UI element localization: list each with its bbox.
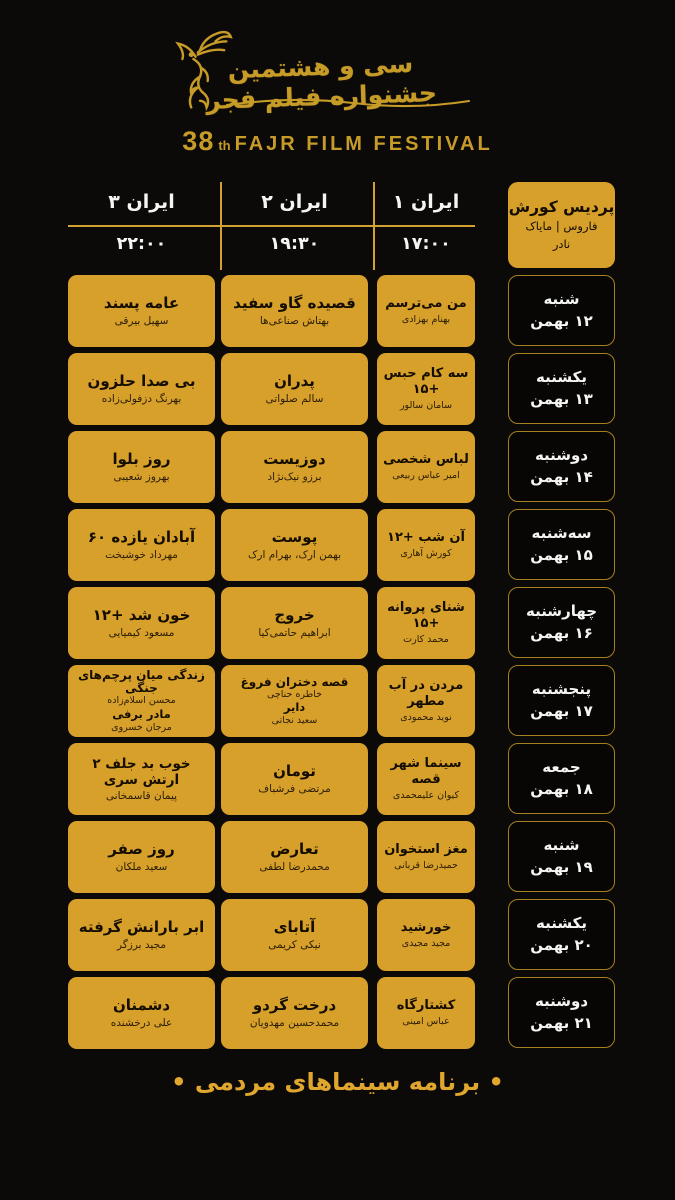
day-box [508, 431, 615, 502]
screening-cell [68, 665, 215, 737]
film-director: سهیل بیرقی [114, 315, 169, 328]
schedule-row [0, 509, 615, 581]
film-title: مردن در آب مطهر [388, 678, 464, 710]
screening-cell [377, 353, 475, 425]
day-box [508, 665, 615, 736]
screening-cell [377, 665, 475, 737]
festival-edition-suffix: th [218, 138, 231, 153]
film-director: ابراهیم حاتمی‌کیا [258, 627, 331, 640]
screening-cell [377, 977, 475, 1049]
schedule-header [0, 182, 615, 270]
header-vertical-divider [373, 182, 375, 270]
film-director: بهمن ارک، بهرام ارک [248, 549, 341, 562]
film-director: بهرنگ دزفولی‌زاده [101, 393, 182, 406]
film-title: کشتارگاه [396, 998, 456, 1014]
day-box [508, 587, 615, 658]
film-director: پیمان قاسمخانی [105, 789, 178, 802]
film-director: سعید ملکان [115, 861, 168, 874]
day-name: پنجشنبه [531, 679, 592, 698]
screening-cell [68, 899, 215, 971]
day-date: ۱۵ بهمن [530, 545, 593, 564]
film-title: آتابای [273, 918, 316, 937]
film-title: لباس شخصی [383, 452, 469, 468]
film-director: سالم صلواتی [265, 393, 324, 406]
film-director: سامان سالور [399, 399, 453, 411]
day-box [508, 353, 615, 424]
film-director: بهتاش صناعی‌ها [259, 315, 330, 328]
screening-cell [377, 275, 475, 347]
film-title: خروج [274, 606, 315, 625]
screening-cell [221, 899, 368, 971]
film-director: مسعود کیمیایی [108, 627, 175, 640]
day-name: دوشنبه [534, 991, 589, 1010]
film-title: ابر بارانش گرفته [78, 918, 205, 937]
film-title: شنای پروانه +۱۵ [387, 600, 465, 632]
schedule-row [0, 743, 615, 815]
film-director: بهروز شعیبی [113, 471, 170, 484]
film-director: بهنام بهزادی [401, 313, 451, 325]
film-title: من می‌ترسم [385, 296, 467, 312]
schedule-row [0, 353, 615, 425]
screen-name: ایران ۱ [392, 191, 460, 213]
screening-time: ۱۹:۳۰ [269, 234, 320, 254]
day-name: دوشنبه [534, 445, 589, 464]
schedule-row [0, 977, 615, 1049]
program-footer-title: • برنامه سینماهای مردمی • [171, 1068, 504, 1096]
film-director: محمدحسین مهدویان [249, 1017, 340, 1030]
festival-name-english: FAJR FILM FESTIVAL [234, 133, 493, 155]
festival-edition-number: 38 [182, 126, 215, 156]
screen-name: ایران ۲ [261, 191, 328, 213]
film-title-2: مادر برفی [112, 706, 171, 721]
day-name: جمعه [542, 757, 581, 776]
film-title: زندگی میان پرچم‌های جنگی [78, 668, 205, 696]
screening-time: ۲۲:۰۰ [116, 234, 167, 254]
screening-cell [221, 509, 368, 581]
film-director: مهرداد خوشبخت [105, 549, 178, 562]
film-title: دوزیست [263, 450, 326, 469]
screening-cell [68, 587, 215, 659]
screening-cell [68, 821, 215, 893]
venue-box [508, 182, 615, 268]
film-title: آن شب +۱۲ [387, 530, 465, 546]
screening-cell [377, 821, 475, 893]
screening-cell [68, 431, 215, 503]
film-director: نیکی کریمی [268, 939, 321, 952]
screening-cell [377, 743, 475, 815]
film-director: مجید برزگر [117, 939, 166, 952]
film-director: محمدرضا لطفی [259, 861, 330, 874]
screening-cell [221, 821, 368, 893]
venue-subvenues: فاروس | مایاک [525, 219, 598, 234]
day-name: شنبه [543, 835, 580, 854]
film-title: قصیده گاو سفید [233, 294, 356, 313]
film-title: خون شد +۱۲ [92, 606, 191, 625]
day-date: ۲۱ بهمن [530, 1013, 593, 1032]
day-date: ۱۳ بهمن [530, 389, 593, 408]
header-vertical-divider [220, 182, 222, 270]
screening-cell [377, 899, 475, 971]
screening-cell [221, 353, 368, 425]
film-director: کورش آهاری [400, 547, 452, 559]
screening-cell [68, 977, 215, 1049]
screening-cell [68, 509, 215, 581]
day-name: شنبه [543, 289, 580, 308]
schedule-row [0, 665, 615, 737]
schedule-row [0, 587, 615, 659]
logo-calligraphy-block [173, 28, 503, 120]
film-title: دشمنان [112, 996, 171, 1015]
simorgh-bird-icon [167, 26, 233, 114]
film-director-2: سعید نجاتی [271, 714, 318, 726]
film-title: بی صدا حلزون [87, 372, 196, 391]
film-director: محمد کارت [403, 633, 449, 645]
header-horizontal-divider [68, 225, 475, 227]
screening-time: ۱۷:۰۰ [401, 234, 451, 254]
film-director: خاطره حناچی [267, 688, 322, 700]
day-name: یکشنبه [536, 367, 587, 386]
screening-cell [221, 587, 368, 659]
screening-cell [221, 431, 368, 503]
film-director: امیر عباس ربیعی [392, 469, 460, 481]
film-title: درخت گردو [252, 996, 337, 1015]
screening-cell [221, 275, 368, 347]
film-director-2: مرجان خسروی [111, 721, 172, 733]
day-name: سه‌شنبه [531, 523, 592, 542]
day-date: ۱۷ بهمن [530, 701, 593, 720]
film-title: پدران [274, 372, 315, 391]
day-date: ۱۹ بهمن [530, 857, 593, 876]
film-title: تومان [273, 762, 316, 781]
venue-subvenue-2: نادر [552, 236, 571, 251]
schedule-row [0, 821, 615, 893]
day-date: ۱۶ بهمن [530, 623, 593, 642]
film-title: روز صفر [108, 840, 175, 859]
venue-name: پردیس کورش [508, 197, 615, 216]
day-name: چهارشنبه [525, 601, 598, 620]
film-director: عباس امینی [402, 1015, 450, 1027]
film-title: آبادان یازده ۶۰ [87, 528, 196, 547]
film-title: پوست [271, 528, 318, 547]
day-name: یکشنبه [536, 913, 587, 932]
schedule-body [0, 275, 615, 1055]
day-box [508, 977, 615, 1048]
film-director: علی درخشنده [110, 1017, 173, 1030]
schedule-row [0, 899, 615, 971]
film-director: مجید مجیدی [401, 937, 451, 949]
screening-cell [377, 509, 475, 581]
film-subtitle: ارتش سری [103, 772, 180, 789]
schedule-row [0, 275, 615, 347]
film-title: روز بلوا [112, 450, 171, 469]
day-date: ۱۲ بهمن [530, 311, 593, 330]
festival-logo [0, 28, 675, 168]
day-date: ۲۰ بهمن [530, 935, 593, 954]
screen-name: ایران ۳ [108, 191, 175, 213]
screening-cell [68, 353, 215, 425]
film-title: خورشید [400, 920, 452, 936]
screening-cell [68, 275, 215, 347]
calligraphy-swash [223, 94, 473, 110]
festival-english-title [182, 126, 492, 157]
day-box [508, 509, 615, 580]
day-date: ۱۸ بهمن [530, 779, 593, 798]
screening-cell [377, 431, 475, 503]
film-title: سه کام حبس +۱۵ [383, 366, 469, 398]
film-director: نوید محمودی [400, 711, 452, 723]
day-box [508, 275, 615, 346]
screening-cell [221, 743, 368, 815]
screening-cell [221, 665, 368, 737]
festival-persian-title: سی و هشتمین جشنواره فیلم فجر [205, 48, 437, 116]
film-director: حمیدرضا قربانی [394, 859, 458, 871]
screening-cell [377, 587, 475, 659]
day-box [508, 743, 615, 814]
screening-cell [221, 977, 368, 1049]
film-director: محسن اسلام‌زاده [107, 695, 176, 707]
film-title: قصه دختران فروغ [240, 674, 349, 689]
film-title: سینما شهر قصه [390, 756, 462, 788]
screening-cell [68, 743, 215, 815]
film-title: خوب بد جلف ۲ [92, 756, 191, 773]
film-director: کیوان علیمحمدی [392, 789, 460, 801]
film-title-2: دایر [283, 700, 306, 715]
film-title: مغز استخوان [384, 842, 468, 858]
film-title: تعارض [270, 840, 319, 859]
film-director: برزو نیک‌نژاد [267, 471, 322, 484]
film-director: مرتضی فرشباف [258, 783, 331, 796]
film-title: عامه پسند [103, 294, 180, 313]
schedule-row [0, 431, 615, 503]
day-date: ۱۴ بهمن [530, 467, 593, 486]
day-box [508, 899, 615, 970]
day-box [508, 821, 615, 892]
